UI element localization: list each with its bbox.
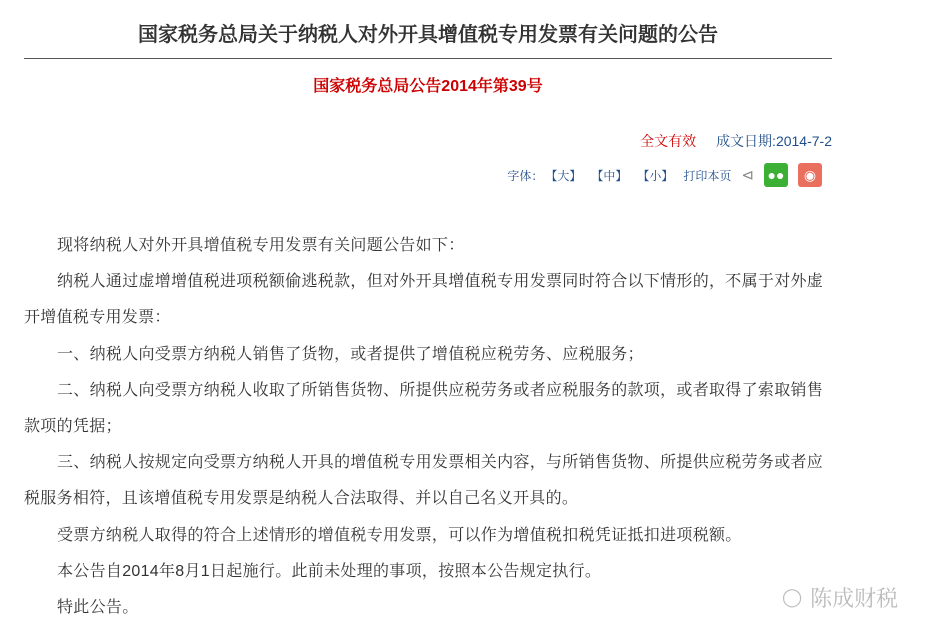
weibo-icon[interactable]: ◉ bbox=[798, 163, 822, 187]
wechat-icon[interactable]: ●● bbox=[764, 163, 788, 187]
announcement-number: 国家税务总局公告2014年第39号 bbox=[313, 78, 543, 95]
watermark bbox=[782, 582, 898, 613]
page-title: 国家税务总局关于纳税人对外开具增值税专用发票有关问题的公告 bbox=[138, 24, 718, 46]
paragraph: 现将纳税人对外开具增值税专用发票有关问题公告如下： bbox=[57, 237, 465, 254]
font-small-button[interactable]: 【小】 bbox=[637, 168, 674, 183]
divider bbox=[24, 58, 832, 59]
font-size-label: 字体： bbox=[507, 168, 544, 183]
share-icon[interactable]: ⊲ bbox=[741, 167, 754, 184]
print-button[interactable]: 打印本页 bbox=[683, 168, 732, 183]
paragraph: 二、纳税人向受票方纳税人收取了所销售货物、所提供应税劳务或者应税服务的款项，或者取得了索取销售款项的凭据； bbox=[24, 381, 824, 436]
wechat-watermark-icon: ◯ bbox=[782, 587, 803, 607]
watermark-text: 陈成财税 bbox=[810, 586, 899, 611]
paragraph: 本公告自2014年8月1日起施行。此前未处理的事项，按照本公告规定执行。 bbox=[57, 562, 602, 580]
article-body bbox=[24, 228, 832, 626]
paragraph: 受票方纳税人取得的符合上述情形的增值税专用发票，可以作为增值税扣税凭证抵扣进项税额。 bbox=[57, 526, 742, 544]
font-large-button[interactable]: 【大】 bbox=[545, 168, 582, 183]
font-medium-button[interactable]: 【中】 bbox=[591, 168, 628, 183]
meta-info bbox=[640, 131, 832, 151]
paragraph: 特此公告。 bbox=[57, 599, 139, 617]
paragraph: 三、纳税人按规定向受票方纳税人开具的增值税专用发票相关内容，与所销售货物、所提供应税劳务或者应税服务相符，且该增值税专用发票是纳税人合法取得、并以自己名义开具的。 bbox=[24, 454, 824, 508]
paragraph: 纳税人通过虚增增值税进项税额偷逃税款，但对外开具增值税专用发票同时符合以下情形的，不属于对外虚开增值税专用发票： bbox=[24, 273, 824, 327]
paragraph: 一、纳税人向受票方纳税人销售了货物，或者提供了增值税应税劳务、应税服务； bbox=[57, 345, 644, 363]
validity-status: 全文有效 bbox=[640, 133, 697, 149]
document-date: 成文日期:2014-7-2 bbox=[716, 133, 832, 149]
toolbar bbox=[507, 163, 822, 187]
